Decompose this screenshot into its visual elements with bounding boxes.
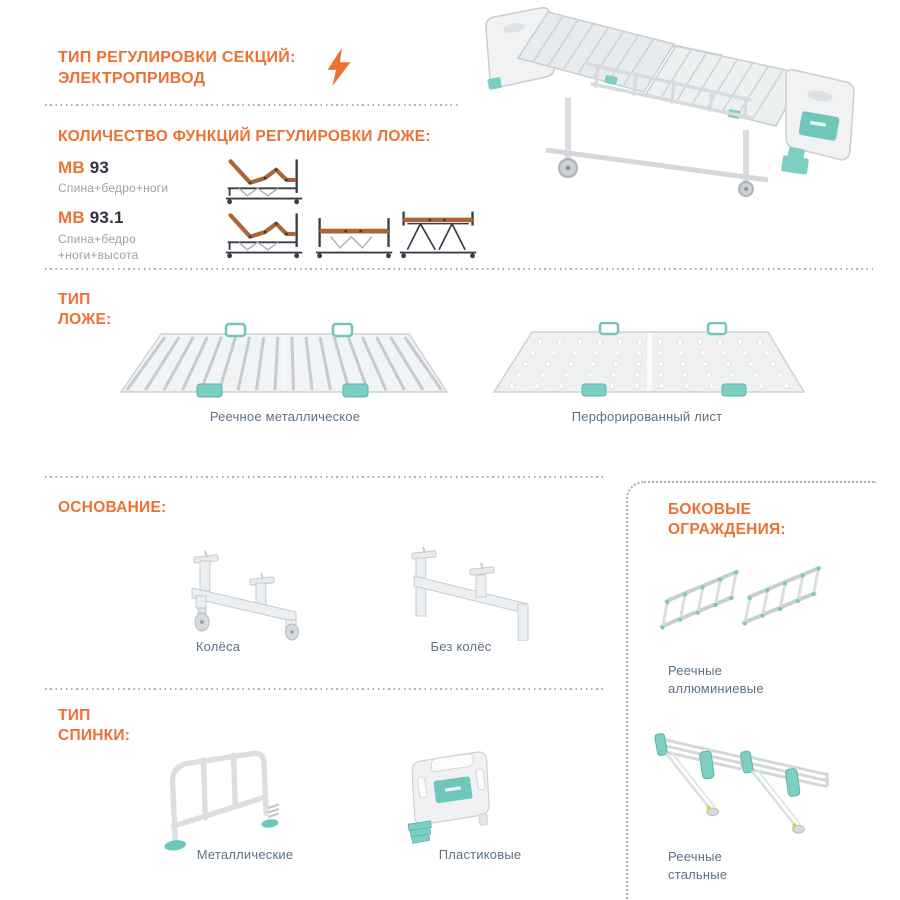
surface-title-line2: ЛОЖЕ: xyxy=(58,311,112,329)
hero-bed-image xyxy=(450,2,880,197)
bed-position-diagram-flat-low xyxy=(312,206,398,260)
backrest-section-title xyxy=(58,706,130,746)
rail-label-line1: Реечные xyxy=(668,849,723,864)
surface-option-label: Реечное металлическое xyxy=(209,409,361,424)
perforated-sheet-surface-image xyxy=(482,322,812,406)
base-option-label: Без колёс xyxy=(430,639,492,654)
model-desc-line2: +ноги+высота xyxy=(58,247,139,262)
bed-position-diagram-back-hip-legs xyxy=(222,152,308,206)
page-title-line2: ЭЛЕКТРОПРИВОД xyxy=(58,69,206,87)
divider-surface xyxy=(45,476,605,478)
aluminum-rails-image xyxy=(652,556,827,656)
model-prefix: МВ xyxy=(58,158,85,177)
slatted-metal-surface-image xyxy=(105,322,465,406)
base-option-label: Колёса xyxy=(195,639,241,654)
page-title-line1: ТИП РЕГУЛИРОВКИ СЕКЦИЙ: xyxy=(58,49,296,66)
base-section-title: ОСНОВАНИЕ: xyxy=(58,499,167,516)
surface-section-title xyxy=(58,290,112,330)
functions-section-title: КОЛИЧЕСТВО ФУНКЦИЙ РЕГУЛИРОВКИ ЛОЖЕ: xyxy=(58,128,431,145)
model-name-mb93 xyxy=(58,158,109,178)
metal-backrest-image xyxy=(148,734,298,862)
model-desc-line1: Спина+бедро xyxy=(58,232,136,246)
side-rails-section-title xyxy=(668,500,786,540)
model-desc-mb93: Спина+бедро+ноги xyxy=(58,181,169,195)
model-prefix: МВ xyxy=(58,208,85,227)
model-number: 93.1 xyxy=(89,208,124,227)
plastic-backrest-image xyxy=(385,734,505,860)
divider-base xyxy=(45,688,605,690)
divider-functions xyxy=(45,268,873,270)
side-rails-option-label xyxy=(668,848,727,883)
model-desc-mb931 xyxy=(58,232,138,263)
divider-header xyxy=(45,104,458,106)
steel-rails-image xyxy=(648,726,833,841)
lightning-icon xyxy=(324,46,354,88)
side-rails-title-line2: ОГРАЖДЕНИЯ: xyxy=(668,521,786,539)
bed-position-diagram-flat-high xyxy=(396,206,482,260)
rail-label-line2: стальные xyxy=(668,866,728,882)
base-without-wheels-image xyxy=(386,526,536,641)
backrest-option-label: Пластиковые xyxy=(438,847,522,862)
backrest-title-line1: ТИП xyxy=(58,707,91,724)
page-title xyxy=(58,48,296,90)
side-rails-option-label xyxy=(668,662,764,697)
rail-label-line1: Реечные xyxy=(668,663,723,678)
surface-option-label: Перфорированный лист xyxy=(571,409,723,424)
backrest-title-line2: СПИНКИ: xyxy=(58,727,131,745)
model-name-mb931 xyxy=(58,208,124,228)
base-with-wheels-image xyxy=(158,526,308,641)
side-rails-title-line1: БОКОВЫЕ xyxy=(668,501,752,518)
bed-position-diagram-back-hip-legs xyxy=(222,206,308,260)
model-number: 93 xyxy=(89,158,110,177)
rail-label-line2: аллюминиевые xyxy=(668,680,764,696)
backrest-option-label: Металлические xyxy=(196,847,294,862)
surface-title-line1: ТИП xyxy=(58,291,91,308)
